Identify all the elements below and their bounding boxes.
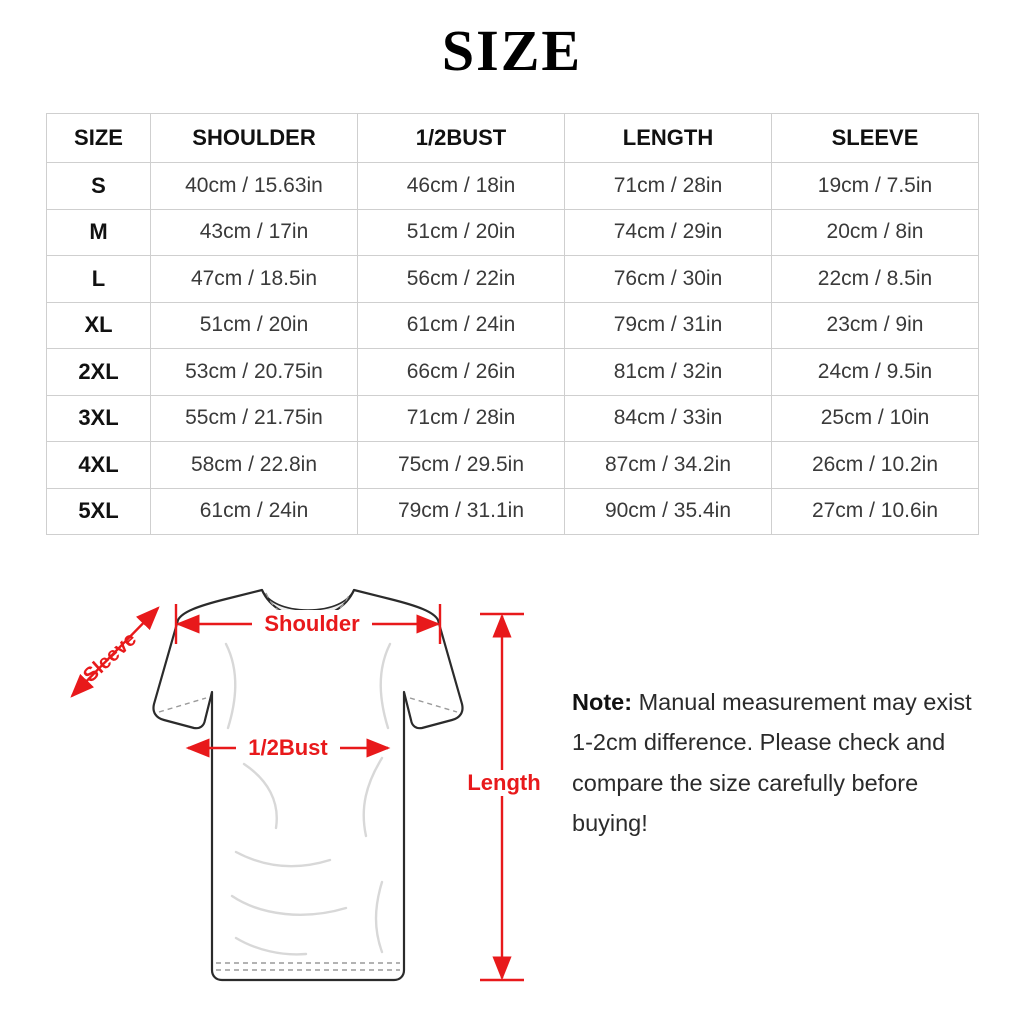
cell-shoulder: 61cm / 24in [151, 488, 358, 535]
column-header-size: SIZE [47, 114, 151, 163]
cell-shoulder: 55cm / 21.75in [151, 395, 358, 442]
cell-shoulder: 58cm / 22.8in [151, 442, 358, 489]
table-row [47, 209, 979, 256]
table-row [47, 395, 979, 442]
size-table-container [46, 113, 978, 535]
column-header-shoulder: SHOULDER [151, 114, 358, 163]
cell-length: 71cm / 28in [565, 163, 772, 210]
shoulder-label: Shoulder [264, 611, 360, 636]
sleeve-label: Sleeve [79, 628, 141, 687]
column-header-bust: 1/2BUST [358, 114, 565, 163]
table-row [47, 442, 979, 489]
cell-length: 87cm / 34.2in [565, 442, 772, 489]
size-table [46, 113, 979, 535]
cell-sleeve: 22cm / 8.5in [772, 256, 979, 303]
cell-bust: 75cm / 29.5in [358, 442, 565, 489]
table-row [47, 256, 979, 303]
tshirt-measurement-diagram [30, 552, 560, 1012]
measurement-note [572, 682, 992, 844]
cell-length: 76cm / 30in [565, 256, 772, 303]
cell-shoulder: 47cm / 18.5in [151, 256, 358, 303]
cell-sleeve: 23cm / 9in [772, 302, 979, 349]
cell-size: S [47, 163, 151, 210]
length-measure-line [480, 614, 524, 980]
table-row [47, 302, 979, 349]
cell-size: M [47, 209, 151, 256]
cell-size: 3XL [47, 395, 151, 442]
cell-size: 2XL [47, 349, 151, 396]
cell-length: 90cm / 35.4in [565, 488, 772, 535]
cell-bust: 79cm / 31.1in [358, 488, 565, 535]
cell-bust: 66cm / 26in [358, 349, 565, 396]
note-text: Manual measurement may exist 1-2cm difference. Please check and compare the size carefully before buying! [572, 689, 972, 837]
bust-label: 1/2Bust [248, 735, 328, 760]
note-label: Note: [572, 689, 633, 715]
length-label: Length [467, 770, 541, 795]
page-title: SIZE [441, 18, 583, 83]
cell-size: XL [47, 302, 151, 349]
cell-bust: 61cm / 24in [358, 302, 565, 349]
cell-length: 81cm / 32in [565, 349, 772, 396]
cell-bust: 46cm / 18in [358, 163, 565, 210]
cell-size: L [47, 256, 151, 303]
cell-length: 74cm / 29in [565, 209, 772, 256]
cell-shoulder: 43cm / 17in [151, 209, 358, 256]
cell-sleeve: 19cm / 7.5in [772, 163, 979, 210]
cell-bust: 71cm / 28in [358, 395, 565, 442]
table-row [47, 488, 979, 535]
cell-shoulder: 51cm / 20in [151, 302, 358, 349]
cell-bust: 51cm / 20in [358, 209, 565, 256]
table-row [47, 163, 979, 210]
column-header-length: LENGTH [565, 114, 772, 163]
cell-sleeve: 24cm / 9.5in [772, 349, 979, 396]
cell-length: 79cm / 31in [565, 302, 772, 349]
cell-sleeve: 27cm / 10.6in [772, 488, 979, 535]
cell-length: 84cm / 33in [565, 395, 772, 442]
table-header-row [47, 114, 979, 163]
cell-shoulder: 53cm / 20.75in [151, 349, 358, 396]
cell-bust: 56cm / 22in [358, 256, 565, 303]
tshirt-illustration [153, 590, 462, 980]
table-row [47, 349, 979, 396]
cell-size: 5XL [47, 488, 151, 535]
cell-sleeve: 20cm / 8in [772, 209, 979, 256]
cell-sleeve: 26cm / 10.2in [772, 442, 979, 489]
cell-size: 4XL [47, 442, 151, 489]
cell-sleeve: 25cm / 10in [772, 395, 979, 442]
column-header-sleeve: SLEEVE [772, 114, 979, 163]
cell-shoulder: 40cm / 15.63in [151, 163, 358, 210]
